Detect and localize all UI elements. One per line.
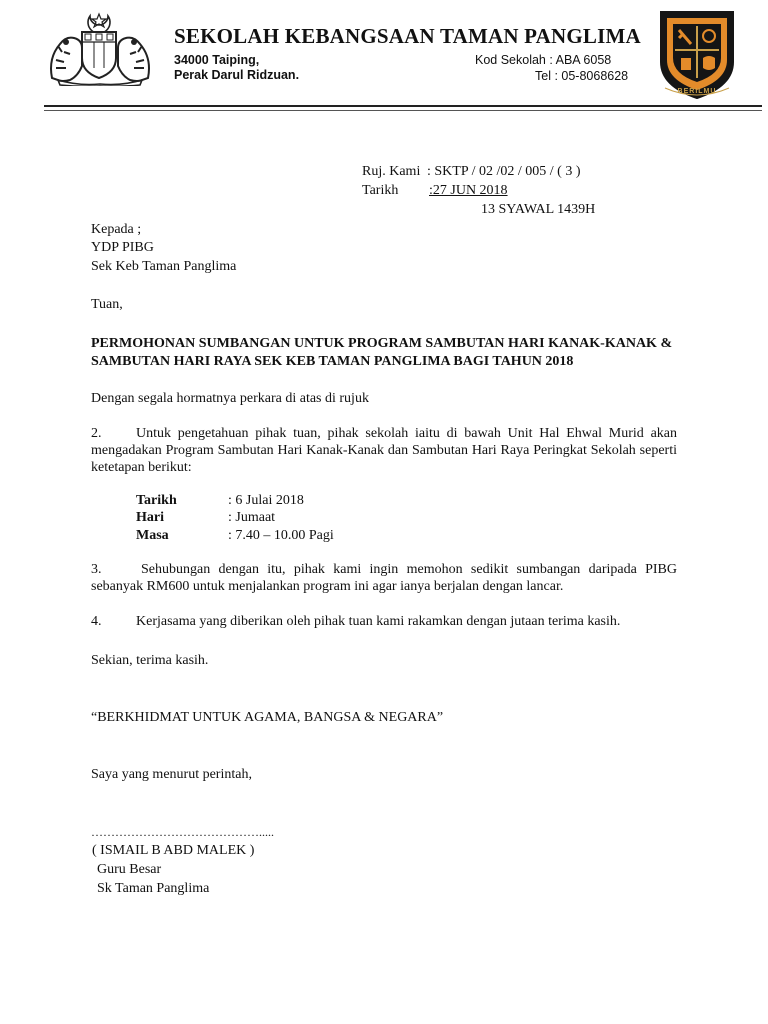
signatory-name: ( ISMAIL B ABD MALEK ) bbox=[92, 843, 255, 858]
detail-label-hari: Hari bbox=[136, 510, 164, 525]
para-2-number: 2. bbox=[91, 426, 102, 441]
subject-line-1: PERMOHONAN SUMBANGAN UNTUK PROGRAM SAMBUTAN HARI KANAK-KANAK & bbox=[91, 336, 673, 351]
motto: “BERKHIDMAT UNTUK AGAMA, BANGSA & NEGARA” bbox=[91, 710, 444, 725]
para-4-number: 4. bbox=[91, 614, 102, 629]
detail-value-masa: : 7.40 – 10.00 Pagi bbox=[228, 528, 334, 543]
salutation: Tuan, bbox=[91, 297, 123, 312]
signatory-school: Sk Taman Panglima bbox=[97, 881, 210, 896]
recipient-kepada: Kepada ; bbox=[91, 222, 142, 237]
recipient-line-1: YDP PIBG bbox=[91, 240, 154, 255]
school-name: SEKOLAH KEBANGSAAN TAMAN PANGLIMA bbox=[174, 24, 641, 48]
recipient-line-2: Sek Keb Taman Panglima bbox=[91, 259, 237, 274]
detail-value-tarikh: : 6 Julai 2018 bbox=[228, 493, 304, 508]
school-code: Kod Sekolah : ABA 6058 bbox=[475, 53, 612, 67]
hijri-date: 13 SYAWAL 1439H bbox=[481, 202, 596, 217]
para-3-text: Sehubungan dengan itu, pihak kami ingin memohon sedikit sumbangan daripada PIBG sebanyak RM600 untuk menjalankan program ini agar ianya berjalan dengan lancar. bbox=[91, 562, 677, 594]
ref-label: Ruj. Kami bbox=[362, 164, 421, 179]
address-line-2: Perak Darul Ridzuan. bbox=[174, 68, 300, 82]
para-2-text: Untuk pengetahuan pihak tuan, pihak sekolah iaitu di bawah Unit Hal Ehwal Murid akan mengadakan Program Sambutan Hari Kanak-Kanak dan Sambutan Hari Raya Peringkat Sekolah seperti ketetapan berikut: bbox=[91, 426, 677, 475]
signature-line: ……………………………………..... bbox=[91, 825, 274, 839]
date-label: Tarikh bbox=[362, 183, 399, 198]
detail-label-masa: Masa bbox=[136, 528, 169, 543]
school-crest-motto: BERILMU bbox=[677, 88, 717, 95]
sign-off: Saya yang menurut perintah, bbox=[91, 767, 252, 782]
date-value: :27 JUN 2018 bbox=[429, 183, 508, 198]
school-crest-icon bbox=[657, 4, 737, 102]
signatory-title: Guru Besar bbox=[97, 862, 162, 877]
intro-text: Dengan segala hormatnya perkara di atas di rujuk bbox=[91, 391, 369, 406]
subject-line-2: SAMBUTAN HARI RAYA SEK KEB TAMAN PANGLIMA BAGI TAHUN 2018 bbox=[91, 354, 574, 369]
malaysia-coat-of-arms-icon bbox=[44, 12, 156, 86]
school-phone: Tel : 05-8068628 bbox=[535, 69, 629, 83]
para-3-number: 3. bbox=[91, 562, 102, 577]
detail-label-tarikh: Tarikh bbox=[136, 493, 177, 508]
detail-value-hari: : Jumaat bbox=[228, 510, 276, 525]
closing: Sekian, terima kasih. bbox=[91, 653, 209, 668]
letterhead-rule-thin bbox=[44, 110, 762, 111]
ref-value: : SKTP / 02 /02 / 005 / ( 3 ) bbox=[427, 164, 581, 179]
address-line-1: 34000 Taiping, bbox=[174, 53, 260, 67]
para-4-text: Kerjasama yang diberikan oleh pihak tuan kami rakamkan dengan jutaan terima kasih. bbox=[136, 614, 621, 629]
letterhead-rule-thick bbox=[44, 105, 762, 107]
